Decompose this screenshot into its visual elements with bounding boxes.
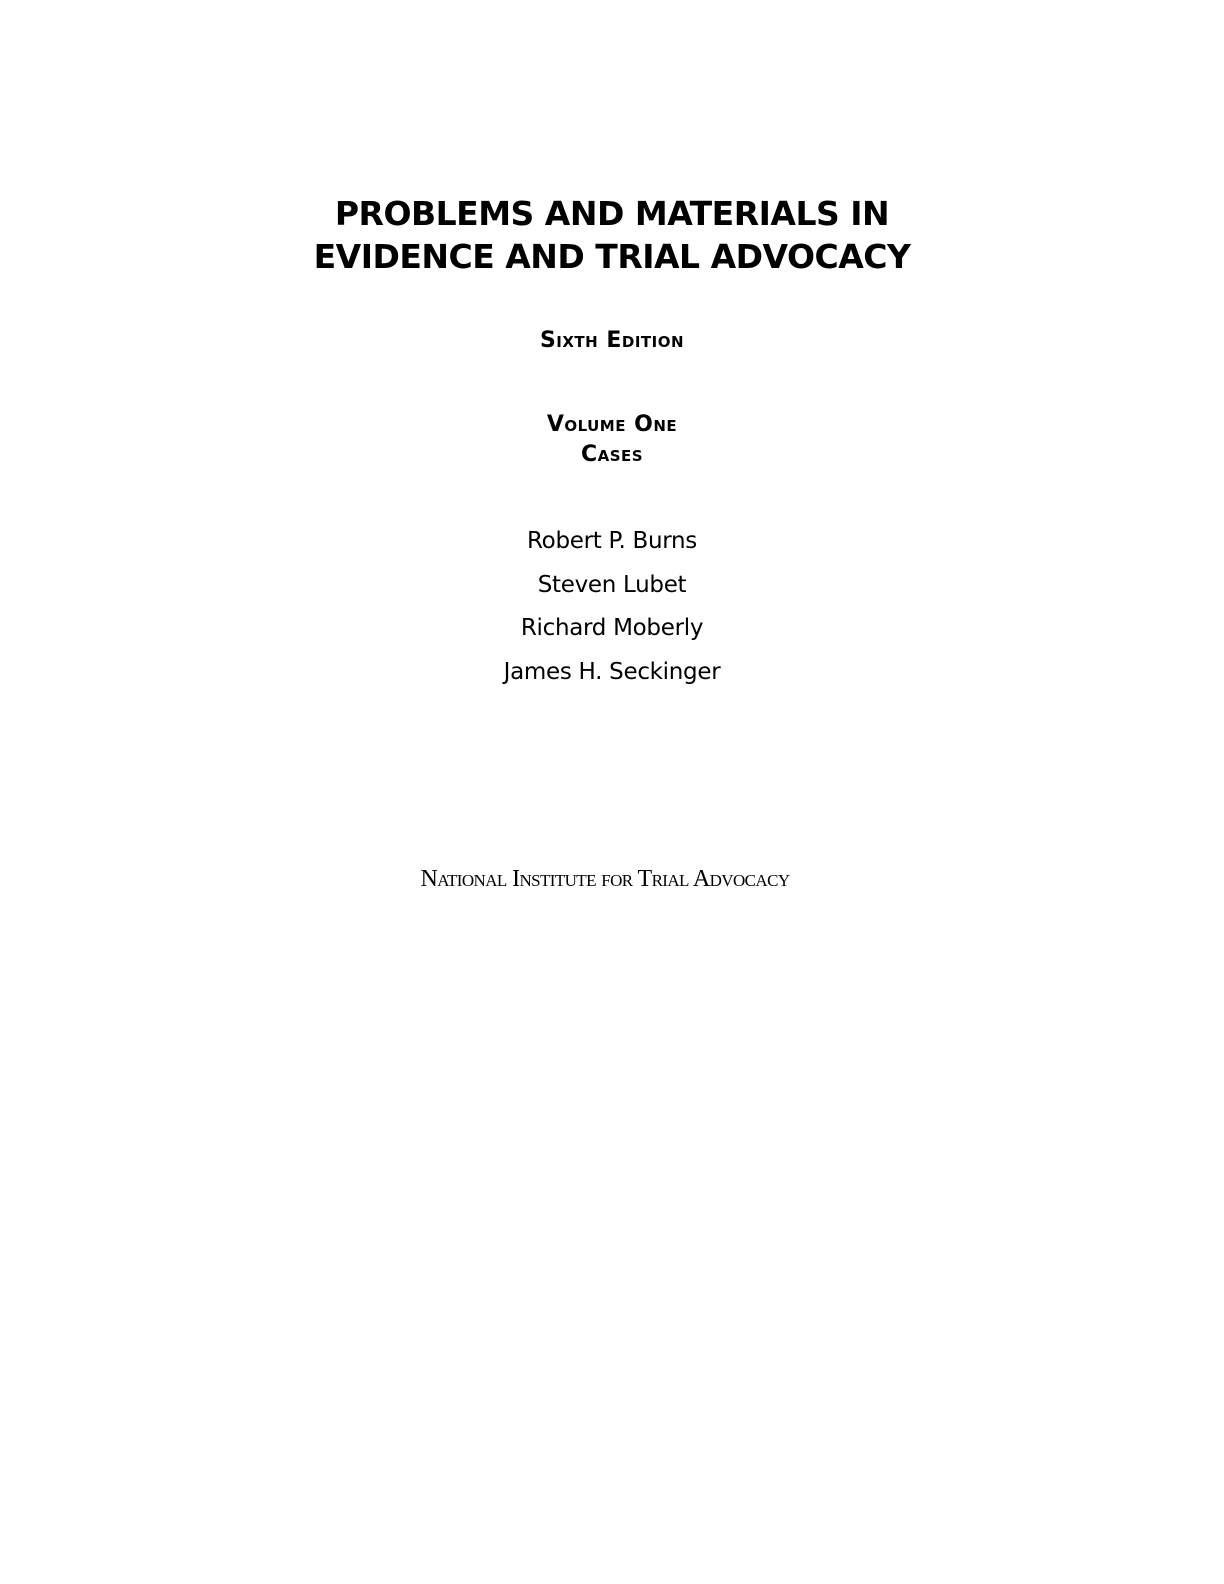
publisher-name: National Institute for Trial Advocacy bbox=[420, 866, 790, 892]
volume-subtitle: Cases bbox=[580, 442, 644, 467]
edition-label: Sixth Edition bbox=[539, 328, 685, 353]
author-name: Richard Moberly bbox=[520, 615, 704, 642]
volume-label: Volume One bbox=[546, 412, 678, 437]
author-list bbox=[0, 520, 1224, 695]
book-title bbox=[0, 192, 1224, 278]
author-name: James H. Seckinger bbox=[503, 659, 721, 686]
volume-heading bbox=[0, 410, 1224, 470]
book-title-line-2: EVIDENCE AND TRIAL ADVOCACY bbox=[313, 237, 911, 276]
author-name: Steven Lubet bbox=[537, 571, 687, 598]
author-name: Robert P. Burns bbox=[527, 528, 697, 554]
book-title-line-1: PROBLEMS AND MATERIALS IN bbox=[334, 194, 890, 233]
